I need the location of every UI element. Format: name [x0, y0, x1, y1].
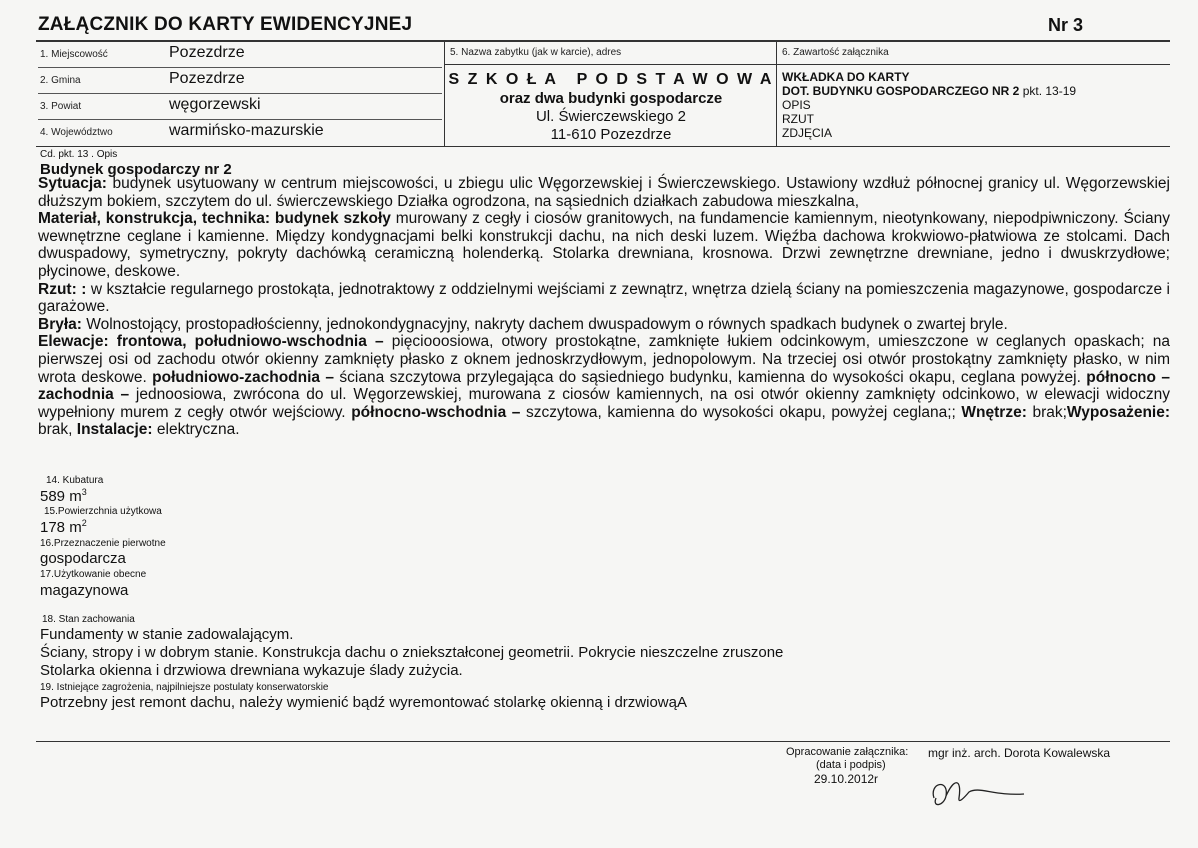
- s19-value: Potrzebny jest remont dachu, należy wymienić bądź wyremontować stolarkę okienną i drzwiowąA: [40, 694, 687, 711]
- contents-item-opis: OPIS: [782, 98, 811, 112]
- s15-value-text: 178 m: [40, 519, 82, 536]
- contents-item-zdjecia: ZDJĘCIA: [782, 126, 833, 140]
- key-wyposazenie: Wyposażenie:: [1066, 403, 1170, 421]
- field-label: 2. Gmina: [40, 75, 81, 86]
- date-value: 29.10.2012r: [814, 772, 879, 786]
- field-label: 4. Województwo: [40, 127, 113, 138]
- contents-line1: WKŁADKA DO KARTY: [782, 70, 910, 84]
- text-elewacja-2: ściana szczytowa przylegająca do sąsiedniego budynku, kamienna do wysokości okapu, ceglana powyżej.: [334, 368, 1081, 386]
- field-label: 6. Zawartość załącznika: [782, 47, 889, 58]
- key-rzut: Rzut: :: [38, 280, 87, 298]
- s16-label: 16.Przeznaczenie pierwotne: [40, 538, 166, 549]
- s15-value: [40, 518, 87, 536]
- s18-text: [40, 626, 783, 680]
- field-value: Pozezdrze: [169, 70, 245, 87]
- s14-value: [40, 487, 87, 505]
- contents-block: [778, 44, 1160, 140]
- section13-heading: Budynek gospodarczy nr 2: [40, 161, 232, 178]
- field-label: 1. Miejscowość: [40, 49, 108, 60]
- text-instalacje: elektryczna.: [152, 421, 240, 439]
- attachment-number: Nr 3: [1048, 15, 1084, 35]
- header-bottom-rule: [36, 146, 1170, 147]
- author-name: mgr inż. arch. Dorota Kowalewska: [928, 746, 1111, 760]
- monument-street: Ul. Świerczewskiego 2: [535, 108, 687, 125]
- key-elewacja-3: północno – zachodnia –: [38, 368, 1170, 404]
- text-wyposazenie: brak,: [38, 421, 73, 439]
- field-value: Pozezdrze: [169, 44, 245, 61]
- s18-line: Fundamenty w stanie zadowalającym.: [40, 626, 294, 643]
- date-sign-label: (data i podpis): [816, 759, 886, 771]
- key-sytuacja: Sytuacja:: [38, 175, 107, 192]
- field-powiat: [38, 94, 442, 120]
- field-label: 5. Nazwa zabytku (jak w karcie), adres: [450, 47, 622, 58]
- key-material: Materiał, konstrukcja, technika: budynek szkoły: [38, 210, 391, 228]
- monument-city: 11-610 Pozezdrze: [550, 126, 672, 143]
- s14-value-text: 589 m: [40, 488, 82, 505]
- key-wnetrze: Wnętrze:: [955, 403, 1027, 421]
- description-text: [38, 175, 1170, 439]
- grid-divider-right: [776, 42, 777, 146]
- s14-label: 14. Kubatura: [46, 475, 104, 486]
- monument-name: S Z K O Ł A P O D S T A W O W A: [448, 71, 774, 88]
- text-bryla: Wolnostojący, prostopadłościenny, jednokondygnacyjny, nakryty dachem dwuspadowym o równych spadkach budynek o zwartej bryle.: [81, 315, 1008, 333]
- s17-label: 17.Użytkowanie obecne: [40, 569, 147, 580]
- handwritten-signature: [924, 768, 1034, 813]
- text-sytuacja: budynek usytuowany w centrum miejscowości, u zbiegu ulic Węgorzewskiej i Świerczewskiego. Ustawiony wzdłuż północnej granicy ul. Węgorzewskiej dłuższym bokiem, szczytem do ul. świerczewskiego Działka ogrodzona, na sąsiednich działkach zabudowa mieszkalna,: [38, 175, 1170, 210]
- field-miejscowosc: [38, 42, 442, 68]
- field-label: 3. Powiat: [40, 101, 82, 112]
- text-elewacja-3: jednoosiowa, zwrócona do ul. Węgorzewskiej, murowana z ciosów kamiennych, na osi otwór okienny zamknięty odcinkowo, w elewacji widoczny wypełniony murem z cegły otwór wejściowy.: [38, 386, 1170, 421]
- key-elewacje: Elewacje: frontowa, południowo-wschodnia –: [38, 333, 384, 351]
- key-instalacje: Instalacje:: [72, 421, 153, 439]
- contents-item-rzut: RZUT: [782, 112, 814, 126]
- page-title: ZAŁĄCZNIK DO KARTY EWIDENCYJNEJ: [38, 14, 413, 35]
- grid-divider-left: [444, 42, 445, 146]
- s17-value: magazynowa: [40, 582, 129, 599]
- field-value: warmińsko-mazurskie: [169, 122, 324, 139]
- monument-sub: oraz dwa budynki gospodarcze: [499, 90, 723, 107]
- s15-label: 15.Powierzchnia użytkowa: [44, 506, 162, 517]
- field-gmina: [38, 68, 442, 94]
- section13-label: Cd. pkt. 13 . Opis: [40, 149, 118, 160]
- monument-name-block: [446, 44, 776, 143]
- s16-value: gospodarcza: [40, 550, 126, 567]
- s19-label: 19. Istniejące zagrożenia, najpilniejsze postulaty konserwatorskie: [40, 682, 329, 693]
- text-elewacje-1: pięciooosiowa, otwory prostokątne, zamknięte łukiem odcinkowym, umieszczone w ceglanych opaskach; na pierwszej osi od zachodu otwór okienny zamknięty płasko z oknem jednoskrzydłowym, jednopolowym. Na trzeciej osi otwór prostokątny zamknięty płasko, w nim wrota deskowe.: [38, 333, 1170, 386]
- contents-line2-rest: pkt. 13-19: [1019, 84, 1077, 98]
- s18-label: 18. Stan zachowania: [42, 614, 135, 625]
- field-value: węgorzewski: [169, 96, 261, 113]
- contents-line2: [782, 84, 1160, 98]
- field-wojewodztwo: [38, 120, 442, 145]
- key-bryla: Bryła:: [38, 315, 82, 333]
- key-elewacja-2: południowo-zachodnia –: [146, 368, 335, 386]
- text-wnetrze: brak;: [1026, 403, 1067, 421]
- s15-unit-sup: 2: [81, 518, 87, 528]
- text-rzut: w kształcie regularnego prostokąta, jednotraktowy z oddzielnymi wejściami z zewnątrz, wnętrza dzielą ściany na pomieszczenia magazynowe, gospodarcze i garażowe.: [38, 280, 1170, 316]
- contents-line2-bold: DOT. BUDYNKU GOSPODARCZEGO NR 2: [782, 84, 1020, 98]
- s18-line: Ściany, stropy i w dobrym stanie. Konstrukcja dachu o zniekształconej geometrii. Pokrycie nieszczelne zruszone: [40, 644, 784, 661]
- text-material: murowany z cegły i ciosów granitowych, na fundamencie kamiennym, nieotynkowany, niepodpiwniczony. Ściany wewnętrzne ceglane i kamienne. Między kondygnacjami belki konstrukcji dachu, na nich deski luzem. Więźba dachowa krokwiowo-płatwiowa ze stolcami. Dach dwuspadowy, symetryczny, pokryty dachówką ceramiczną holenderką. Stolarka drewniana, krosnowa. Drzwi zewnętrzne drewniane, jedno i dwuskrzydłowe; płycinowe, deskowe.: [38, 210, 1170, 280]
- footer-rule: [36, 741, 1170, 742]
- s14-unit-sup: 3: [81, 487, 87, 497]
- prepared-by-label: Opracowanie załącznika:: [786, 746, 909, 758]
- text-elewacja-4: szczytowa, kamienna do wysokości okapu, powyżej ceglana;;: [520, 403, 956, 421]
- key-elewacja-4: północno-wschodnia –: [345, 403, 521, 421]
- s18-line: Stolarka okienna i drzwiowa drewniana wykazuje ślady zużycia.: [40, 662, 463, 679]
